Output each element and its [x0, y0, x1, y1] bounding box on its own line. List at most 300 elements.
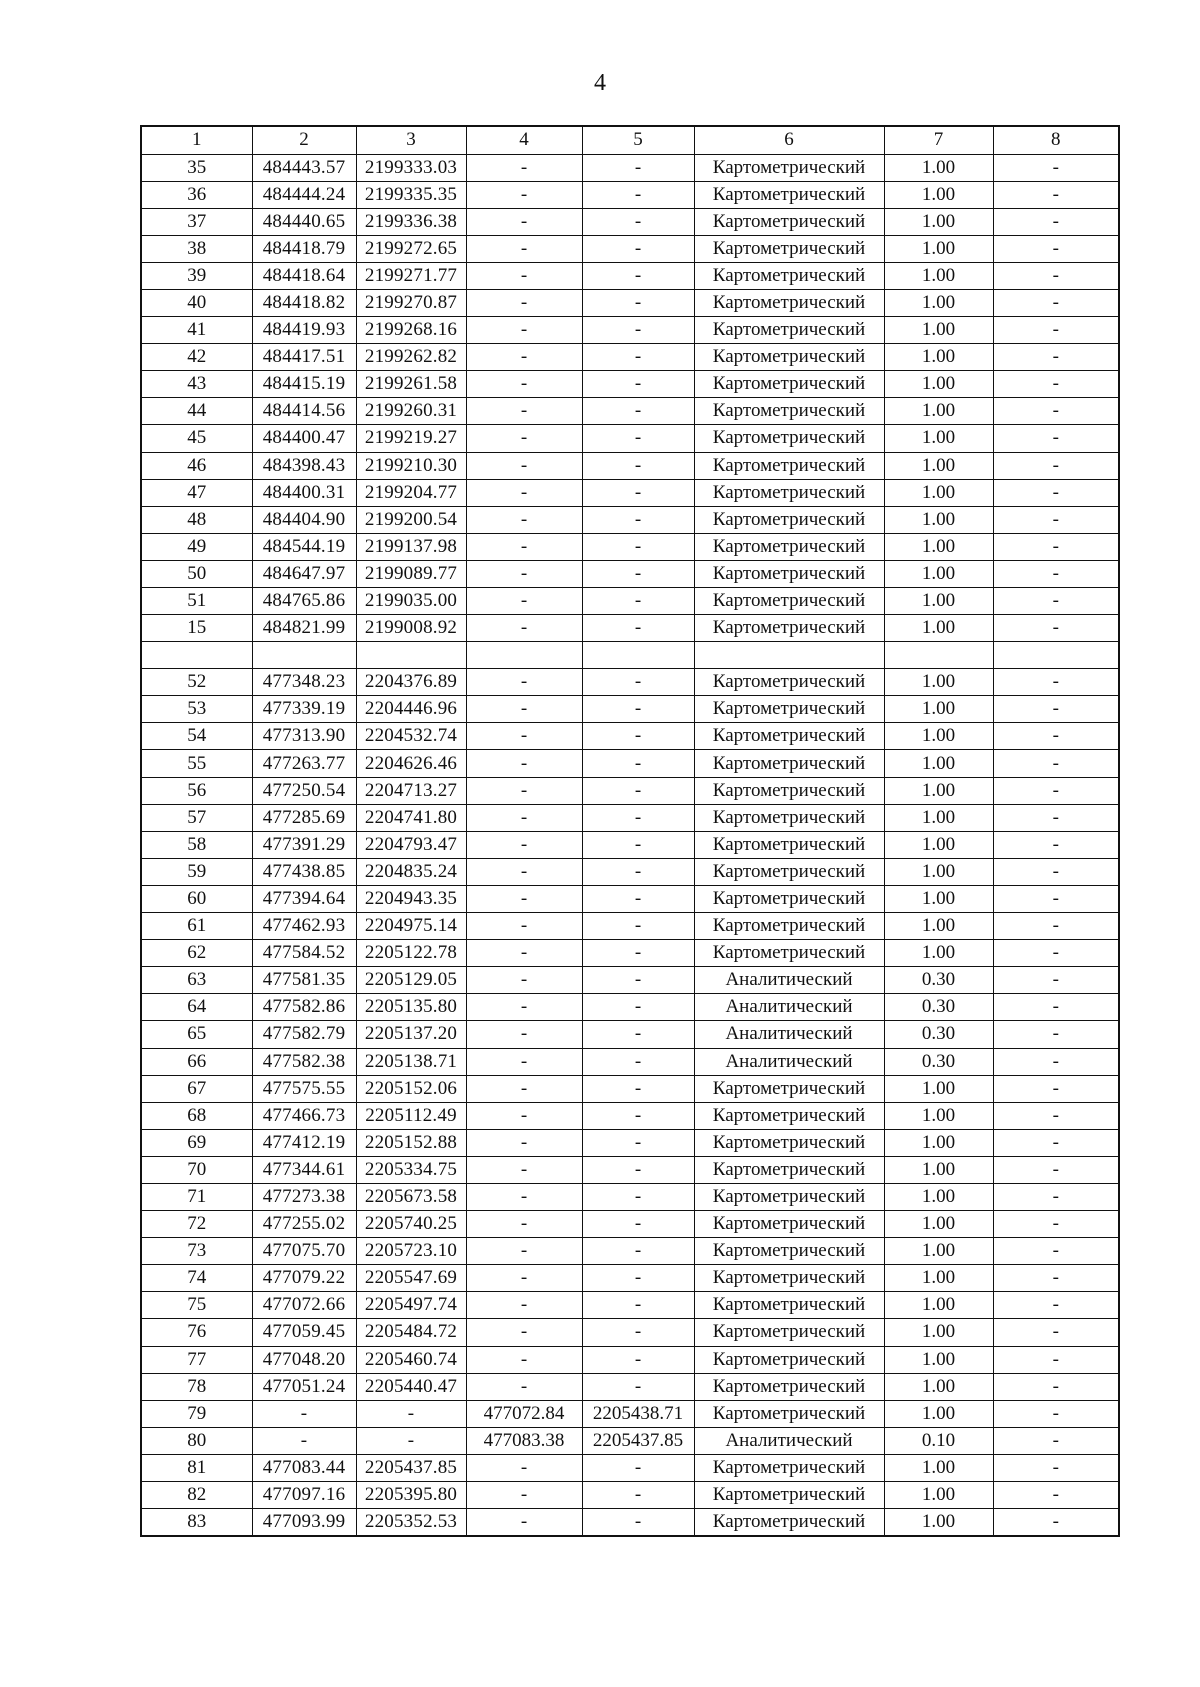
x-coordinate-cell: 484821.99 — [252, 615, 356, 642]
y-new-coordinate-cell: - — [582, 560, 694, 587]
y-coordinate-cell: 2205460.74 — [356, 1346, 466, 1373]
accuracy-cell: 1.00 — [884, 1482, 993, 1509]
x-coordinate-cell: 484404.90 — [252, 506, 356, 533]
table-row — [141, 967, 1119, 994]
point-number-cell: 42 — [141, 344, 252, 371]
table-row — [141, 1021, 1119, 1048]
accuracy-cell: 1.00 — [884, 1102, 993, 1129]
note-cell: - — [993, 994, 1119, 1021]
x-coordinate-cell: 484418.79 — [252, 235, 356, 262]
accuracy-cell: 1.00 — [884, 344, 993, 371]
accuracy-cell — [884, 642, 993, 669]
method-cell: Картометрический — [694, 940, 884, 967]
table-row — [141, 1319, 1119, 1346]
x-coordinate-cell: 484417.51 — [252, 344, 356, 371]
y-new-coordinate-cell: - — [582, 940, 694, 967]
x-coordinate-cell: 477391.29 — [252, 831, 356, 858]
accuracy-cell: 1.00 — [884, 560, 993, 587]
accuracy-cell: 1.00 — [884, 289, 993, 316]
accuracy-cell: 1.00 — [884, 1075, 993, 1102]
note-cell: - — [993, 371, 1119, 398]
x-coordinate-cell: 477051.24 — [252, 1373, 356, 1400]
point-number-cell: 36 — [141, 181, 252, 208]
y-new-coordinate-cell: - — [582, 804, 694, 831]
method-cell: Картометрический — [694, 235, 884, 262]
method-cell: Картометрический — [694, 913, 884, 940]
method-cell: Картометрический — [694, 858, 884, 885]
accuracy-cell: 1.00 — [884, 1265, 993, 1292]
x-new-coordinate-cell: - — [466, 615, 582, 642]
accuracy-cell: 1.00 — [884, 479, 993, 506]
x-coordinate-cell: 477250.54 — [252, 777, 356, 804]
accuracy-cell: 1.00 — [884, 615, 993, 642]
table-row — [141, 371, 1119, 398]
x-new-coordinate-cell: - — [466, 1211, 582, 1238]
accuracy-cell: 1.00 — [884, 669, 993, 696]
method-cell: Аналитический — [694, 994, 884, 1021]
y-coordinate-cell: 2205129.05 — [356, 967, 466, 994]
x-new-coordinate-cell: - — [466, 885, 582, 912]
point-number-cell: 61 — [141, 913, 252, 940]
x-coordinate-cell: 477097.16 — [252, 1482, 356, 1509]
y-new-coordinate-cell: - — [582, 262, 694, 289]
accuracy-cell: 1.00 — [884, 1400, 993, 1427]
table-row — [141, 560, 1119, 587]
y-coordinate-cell — [356, 642, 466, 669]
method-cell — [694, 642, 884, 669]
accuracy-cell: 1.00 — [884, 235, 993, 262]
table-row — [141, 425, 1119, 452]
table-row — [141, 940, 1119, 967]
method-cell: Картометрический — [694, 262, 884, 289]
note-cell: - — [993, 696, 1119, 723]
y-coordinate-cell: 2199271.77 — [356, 262, 466, 289]
x-new-coordinate-cell: - — [466, 1454, 582, 1481]
y-new-coordinate-cell: - — [582, 154, 694, 181]
accuracy-cell: 1.00 — [884, 1211, 993, 1238]
x-coordinate-cell: 477083.44 — [252, 1454, 356, 1481]
method-cell: Картометрический — [694, 1373, 884, 1400]
y-coordinate-cell: 2199336.38 — [356, 208, 466, 235]
y-coordinate-cell: 2204626.46 — [356, 750, 466, 777]
x-new-coordinate-cell: - — [466, 1129, 582, 1156]
x-coordinate-cell: 484418.82 — [252, 289, 356, 316]
accuracy-cell: 1.00 — [884, 398, 993, 425]
method-cell: Картометрический — [694, 831, 884, 858]
page-number: 4 — [594, 70, 606, 96]
note-cell: - — [993, 885, 1119, 912]
table-row — [141, 1183, 1119, 1210]
y-coordinate-cell: 2199035.00 — [356, 588, 466, 615]
y-coordinate-cell: 2204835.24 — [356, 858, 466, 885]
table-row — [141, 479, 1119, 506]
point-number-cell: 71 — [141, 1183, 252, 1210]
x-new-coordinate-cell: - — [466, 723, 582, 750]
note-cell: - — [993, 777, 1119, 804]
accuracy-cell: 1.00 — [884, 831, 993, 858]
x-coordinate-cell: 484400.31 — [252, 479, 356, 506]
method-cell: Картометрический — [694, 560, 884, 587]
x-coordinate-cell: 477394.64 — [252, 885, 356, 912]
y-new-coordinate-cell: - — [582, 1211, 694, 1238]
point-number-cell: 60 — [141, 885, 252, 912]
point-number-cell: 54 — [141, 723, 252, 750]
x-coordinate-cell: 477348.23 — [252, 669, 356, 696]
x-coordinate-cell: 484443.57 — [252, 154, 356, 181]
method-cell: Картометрический — [694, 425, 884, 452]
table-row — [141, 154, 1119, 181]
table-row — [141, 913, 1119, 940]
x-new-coordinate-cell: - — [466, 1319, 582, 1346]
x-new-coordinate-cell: - — [466, 317, 582, 344]
y-coordinate-cell: 2205122.78 — [356, 940, 466, 967]
note-cell: - — [993, 1211, 1119, 1238]
accuracy-cell: 1.00 — [884, 452, 993, 479]
point-number-cell: 76 — [141, 1319, 252, 1346]
method-cell: Картометрический — [694, 398, 884, 425]
table-row — [141, 1265, 1119, 1292]
point-number-cell: 70 — [141, 1156, 252, 1183]
y-new-coordinate-cell: - — [582, 1454, 694, 1481]
x-coordinate-cell: 484414.56 — [252, 398, 356, 425]
table-row — [141, 1048, 1119, 1075]
y-new-coordinate-cell: - — [582, 777, 694, 804]
table-row — [141, 831, 1119, 858]
table-row — [141, 506, 1119, 533]
y-coordinate-cell: 2205334.75 — [356, 1156, 466, 1183]
note-cell: - — [993, 967, 1119, 994]
table-row — [141, 1156, 1119, 1183]
accuracy-cell: 1.00 — [884, 1238, 993, 1265]
note-cell: - — [993, 1373, 1119, 1400]
method-cell: Картометрический — [694, 777, 884, 804]
y-new-coordinate-cell: - — [582, 615, 694, 642]
note-cell — [993, 642, 1119, 669]
x-new-coordinate-cell: - — [466, 858, 582, 885]
accuracy-cell: 1.00 — [884, 804, 993, 831]
point-number-cell: 58 — [141, 831, 252, 858]
accuracy-cell: 1.00 — [884, 588, 993, 615]
table-row — [141, 885, 1119, 912]
accuracy-cell: 1.00 — [884, 425, 993, 452]
accuracy-cell: 0.10 — [884, 1427, 993, 1454]
x-new-coordinate-cell: - — [466, 1183, 582, 1210]
y-coordinate-cell: 2205352.53 — [356, 1509, 466, 1536]
note-cell: - — [993, 669, 1119, 696]
point-number-cell: 39 — [141, 262, 252, 289]
note-cell: - — [993, 1048, 1119, 1075]
y-new-coordinate-cell: - — [582, 1346, 694, 1373]
table-row — [141, 208, 1119, 235]
y-coordinate-cell: 2199089.77 — [356, 560, 466, 587]
accuracy-cell: 1.00 — [884, 208, 993, 235]
y-new-coordinate-cell: - — [582, 750, 694, 777]
table-row — [141, 1454, 1119, 1481]
y-new-coordinate-cell: - — [582, 1102, 694, 1129]
note-cell: - — [993, 235, 1119, 262]
note-cell: - — [993, 479, 1119, 506]
note-cell: - — [993, 1021, 1119, 1048]
x-new-coordinate-cell: - — [466, 967, 582, 994]
point-number-cell: 47 — [141, 479, 252, 506]
x-new-coordinate-cell: 477083.38 — [466, 1427, 582, 1454]
y-coordinate-cell: 2204793.47 — [356, 831, 466, 858]
y-new-coordinate-cell: - — [582, 885, 694, 912]
point-number-cell: 52 — [141, 669, 252, 696]
point-number-cell: 68 — [141, 1102, 252, 1129]
table-row — [141, 1509, 1119, 1536]
point-number-cell — [141, 642, 252, 669]
x-coordinate-cell: 477263.77 — [252, 750, 356, 777]
accuracy-cell: 1.00 — [884, 533, 993, 560]
note-cell: - — [993, 1156, 1119, 1183]
accuracy-cell: 0.30 — [884, 994, 993, 1021]
table-row — [141, 750, 1119, 777]
point-number-cell: 65 — [141, 1021, 252, 1048]
x-new-coordinate-cell: - — [466, 452, 582, 479]
method-cell: Картометрический — [694, 669, 884, 696]
table-row — [141, 804, 1119, 831]
accuracy-cell: 1.00 — [884, 750, 993, 777]
note-cell: - — [993, 1075, 1119, 1102]
note-cell: - — [993, 913, 1119, 940]
note-cell: - — [993, 1482, 1119, 1509]
method-cell: Картометрический — [694, 1102, 884, 1129]
x-coordinate-cell: 484398.43 — [252, 452, 356, 479]
table-row — [141, 669, 1119, 696]
note-cell: - — [993, 344, 1119, 371]
x-coordinate-cell: 477079.22 — [252, 1265, 356, 1292]
y-new-coordinate-cell: 2205438.71 — [582, 1400, 694, 1427]
y-new-coordinate-cell: - — [582, 588, 694, 615]
method-cell: Картометрический — [694, 588, 884, 615]
x-new-coordinate-cell: - — [466, 154, 582, 181]
y-coordinate-cell: 2205484.72 — [356, 1319, 466, 1346]
table-row — [141, 452, 1119, 479]
point-number-cell: 74 — [141, 1265, 252, 1292]
x-new-coordinate-cell: - — [466, 398, 582, 425]
table-row — [141, 1292, 1119, 1319]
y-coordinate-cell: 2205740.25 — [356, 1211, 466, 1238]
point-number-cell: 40 — [141, 289, 252, 316]
method-cell: Картометрический — [694, 804, 884, 831]
column-header: 7 — [884, 126, 993, 154]
column-header: 1 — [141, 126, 252, 154]
table-header-row — [141, 126, 1119, 154]
method-cell: Картометрический — [694, 1346, 884, 1373]
y-coordinate-cell: 2199262.82 — [356, 344, 466, 371]
point-number-cell: 64 — [141, 994, 252, 1021]
y-new-coordinate-cell: - — [582, 723, 694, 750]
accuracy-cell: 1.00 — [884, 371, 993, 398]
table-row — [141, 317, 1119, 344]
point-number-cell: 66 — [141, 1048, 252, 1075]
x-coordinate-cell: 484419.93 — [252, 317, 356, 344]
point-number-cell: 59 — [141, 858, 252, 885]
y-coordinate-cell: 2205673.58 — [356, 1183, 466, 1210]
point-number-cell: 37 — [141, 208, 252, 235]
x-new-coordinate-cell: - — [466, 479, 582, 506]
y-coordinate-cell: 2205152.06 — [356, 1075, 466, 1102]
y-coordinate-cell: 2199270.87 — [356, 289, 466, 316]
x-coordinate-cell: 477048.20 — [252, 1346, 356, 1373]
x-coordinate-cell: 477438.85 — [252, 858, 356, 885]
y-coordinate-cell: 2204376.89 — [356, 669, 466, 696]
x-coordinate-cell: 477072.66 — [252, 1292, 356, 1319]
method-cell: Картометрический — [694, 615, 884, 642]
x-new-coordinate-cell: - — [466, 1102, 582, 1129]
column-header: 3 — [356, 126, 466, 154]
note-cell: - — [993, 425, 1119, 452]
y-coordinate-cell: 2199333.03 — [356, 154, 466, 181]
x-coordinate-cell: - — [252, 1400, 356, 1427]
note-cell: - — [993, 858, 1119, 885]
x-coordinate-cell: 477059.45 — [252, 1319, 356, 1346]
point-number-cell: 50 — [141, 560, 252, 587]
point-number-cell: 63 — [141, 967, 252, 994]
note-cell: - — [993, 262, 1119, 289]
point-number-cell: 38 — [141, 235, 252, 262]
x-new-coordinate-cell: - — [466, 1292, 582, 1319]
note-cell: - — [993, 317, 1119, 344]
x-coordinate-cell: 477339.19 — [252, 696, 356, 723]
x-new-coordinate-cell: - — [466, 533, 582, 560]
y-coordinate-cell: 2205112.49 — [356, 1102, 466, 1129]
y-new-coordinate-cell: - — [582, 533, 694, 560]
method-cell: Картометрический — [694, 1454, 884, 1481]
note-cell: - — [993, 1509, 1119, 1536]
x-coordinate-cell: - — [252, 1427, 356, 1454]
table-row — [141, 398, 1119, 425]
note-cell: - — [993, 831, 1119, 858]
x-coordinate-cell: 477582.86 — [252, 994, 356, 1021]
method-cell: Картометрический — [694, 1211, 884, 1238]
point-number-cell: 49 — [141, 533, 252, 560]
x-coordinate-cell — [252, 642, 356, 669]
x-new-coordinate-cell: - — [466, 1021, 582, 1048]
x-coordinate-cell: 477582.38 — [252, 1048, 356, 1075]
point-number-cell: 51 — [141, 588, 252, 615]
y-new-coordinate-cell: - — [582, 1482, 694, 1509]
y-new-coordinate-cell: - — [582, 1183, 694, 1210]
point-number-cell: 56 — [141, 777, 252, 804]
x-coordinate-cell: 477582.79 — [252, 1021, 356, 1048]
method-cell: Картометрический — [694, 154, 884, 181]
method-cell: Картометрический — [694, 696, 884, 723]
y-new-coordinate-cell: - — [582, 479, 694, 506]
table-row — [141, 1211, 1119, 1238]
method-cell: Картометрический — [694, 1238, 884, 1265]
point-number-cell: 44 — [141, 398, 252, 425]
x-coordinate-cell: 477581.35 — [252, 967, 356, 994]
y-new-coordinate-cell: - — [582, 452, 694, 479]
y-new-coordinate-cell: - — [582, 289, 694, 316]
x-coordinate-cell: 477584.52 — [252, 940, 356, 967]
coordinates-table — [140, 125, 1120, 1537]
table-row — [141, 858, 1119, 885]
method-cell: Картометрический — [694, 723, 884, 750]
x-coordinate-cell: 484418.64 — [252, 262, 356, 289]
y-coordinate-cell: 2204446.96 — [356, 696, 466, 723]
point-number-cell: 75 — [141, 1292, 252, 1319]
y-new-coordinate-cell: - — [582, 1156, 694, 1183]
point-number-cell: 83 — [141, 1509, 252, 1536]
point-number-cell: 35 — [141, 154, 252, 181]
table-row — [141, 723, 1119, 750]
x-new-coordinate-cell: - — [466, 940, 582, 967]
x-new-coordinate-cell: - — [466, 588, 582, 615]
x-new-coordinate-cell: - — [466, 1156, 582, 1183]
x-new-coordinate-cell — [466, 642, 582, 669]
point-number-cell: 46 — [141, 452, 252, 479]
y-new-coordinate-cell: - — [582, 1265, 694, 1292]
table-row — [141, 1346, 1119, 1373]
table-row — [141, 642, 1119, 669]
method-cell: Картометрический — [694, 750, 884, 777]
x-new-coordinate-cell: - — [466, 777, 582, 804]
method-cell: Картометрический — [694, 533, 884, 560]
table-row — [141, 588, 1119, 615]
x-new-coordinate-cell: - — [466, 181, 582, 208]
note-cell: - — [993, 1346, 1119, 1373]
x-coordinate-cell: 484400.47 — [252, 425, 356, 452]
point-number-cell: 72 — [141, 1211, 252, 1238]
table-row — [141, 1427, 1119, 1454]
x-new-coordinate-cell: - — [466, 750, 582, 777]
method-cell: Картометрический — [694, 1319, 884, 1346]
x-new-coordinate-cell: 477072.84 — [466, 1400, 582, 1427]
table-row — [141, 1373, 1119, 1400]
method-cell: Картометрический — [694, 371, 884, 398]
note-cell: - — [993, 1427, 1119, 1454]
x-coordinate-cell: 477412.19 — [252, 1129, 356, 1156]
y-new-coordinate-cell: - — [582, 235, 694, 262]
y-new-coordinate-cell: - — [582, 181, 694, 208]
y-coordinate-cell: 2199210.30 — [356, 452, 466, 479]
x-coordinate-cell: 477313.90 — [252, 723, 356, 750]
method-cell: Картометрический — [694, 885, 884, 912]
x-new-coordinate-cell: - — [466, 1346, 582, 1373]
method-cell: Аналитический — [694, 1021, 884, 1048]
table-row — [141, 344, 1119, 371]
x-coordinate-cell: 477285.69 — [252, 804, 356, 831]
x-new-coordinate-cell: - — [466, 344, 582, 371]
x-coordinate-cell: 477344.61 — [252, 1156, 356, 1183]
y-coordinate-cell: 2199272.65 — [356, 235, 466, 262]
y-new-coordinate-cell: - — [582, 967, 694, 994]
accuracy-cell: 0.30 — [884, 1021, 993, 1048]
y-new-coordinate-cell: - — [582, 1509, 694, 1536]
x-new-coordinate-cell: - — [466, 804, 582, 831]
point-number-cell: 41 — [141, 317, 252, 344]
y-new-coordinate-cell: - — [582, 1319, 694, 1346]
accuracy-cell: 1.00 — [884, 696, 993, 723]
x-coordinate-cell: 477255.02 — [252, 1211, 356, 1238]
accuracy-cell: 1.00 — [884, 317, 993, 344]
y-new-coordinate-cell: - — [582, 1021, 694, 1048]
table-row — [141, 235, 1119, 262]
point-number-cell: 67 — [141, 1075, 252, 1102]
method-cell: Картометрический — [694, 1292, 884, 1319]
x-new-coordinate-cell: - — [466, 560, 582, 587]
point-number-cell: 53 — [141, 696, 252, 723]
x-coordinate-cell: 477273.38 — [252, 1183, 356, 1210]
note-cell: - — [993, 750, 1119, 777]
point-number-cell: 78 — [141, 1373, 252, 1400]
column-header: 5 — [582, 126, 694, 154]
y-new-coordinate-cell: - — [582, 1075, 694, 1102]
note-cell: - — [993, 723, 1119, 750]
